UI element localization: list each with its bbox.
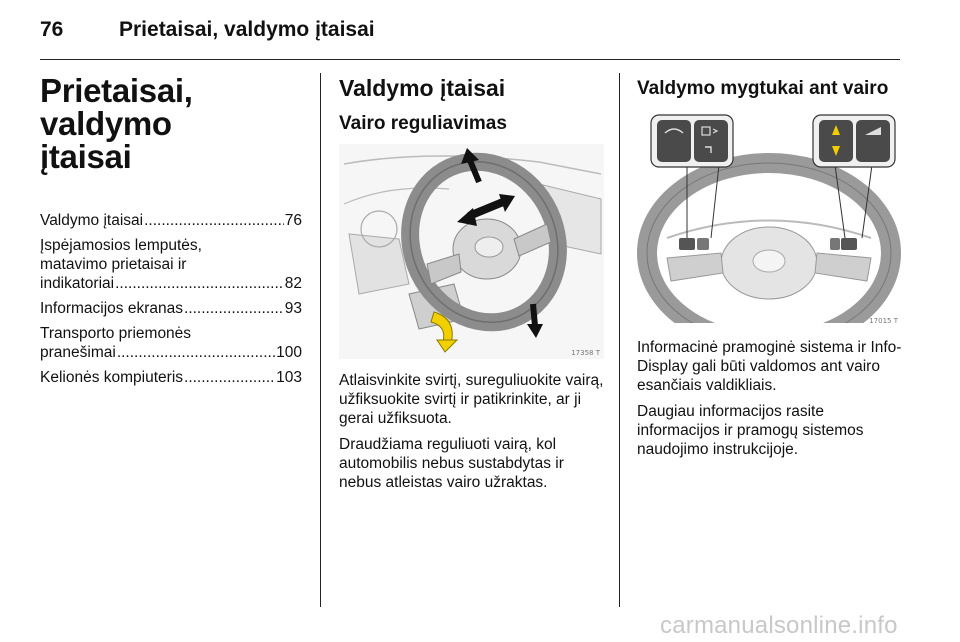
toc-entry-4[interactable] xyxy=(40,324,302,362)
steering-wheel-illustration xyxy=(339,144,604,359)
figure-code: 17015 T xyxy=(869,317,898,325)
toc-entry-2[interactable] xyxy=(40,236,302,293)
running-title: Prietaisai, valdymo įtaisai xyxy=(119,18,375,41)
toc-entry-page: 82 xyxy=(284,275,302,292)
toc-entry-label: Valdymo įtaisai xyxy=(40,212,144,229)
table-of-contents xyxy=(40,211,302,387)
toc-entry-page: 93 xyxy=(284,300,302,317)
right-controls-callout xyxy=(813,115,895,167)
section-title: Valdymo mygtukai ant vairo xyxy=(637,78,889,99)
paragraph: Informacinė pramoginė sistema ir Info-Display gali būti valdomos ant vairo esančiais valdikliais. xyxy=(637,339,902,394)
wheel-controls-section xyxy=(637,74,902,466)
toc-entry-5[interactable] xyxy=(40,368,302,387)
toc-entry-label: Kelionės kompiuteris xyxy=(40,369,184,386)
toc-entry-label: pranešimai xyxy=(40,344,116,361)
chapter-title-line1: Prietaisai, valdymo xyxy=(40,72,193,142)
paragraph: Daugiau informacijos rasite informacijos ir pramogų sistemos naudojimo instrukcijoje. xyxy=(637,403,864,458)
chapter-title-line2: įtaisai xyxy=(40,138,132,175)
toc-entry-page: 76 xyxy=(284,212,302,229)
header-divider xyxy=(40,59,900,60)
toc-entry-1[interactable] xyxy=(40,211,302,230)
toc-entry-label: matavimo prietaisai ir xyxy=(40,256,187,273)
toc-entry-page: 103 xyxy=(276,369,302,386)
figure-code: 17358 T xyxy=(571,349,600,357)
toc-entry-label: Transporto priemonės xyxy=(40,325,192,342)
watermark: carmanualsonline.info xyxy=(660,612,898,639)
toc-entry-page: 100 xyxy=(276,344,302,361)
column-divider-2 xyxy=(619,73,620,607)
toc-entry-label: indikatoriai xyxy=(40,275,115,292)
wheel-controls-illustration xyxy=(637,113,902,323)
steering-adjust-figure xyxy=(339,144,604,359)
page-number: 76 xyxy=(40,18,64,41)
chapter-title xyxy=(40,74,302,173)
toc-entry-3[interactable] xyxy=(40,299,302,318)
chapter-column xyxy=(40,74,302,393)
steering-section xyxy=(339,74,604,499)
column-divider-1 xyxy=(320,73,321,607)
left-controls-callout xyxy=(651,115,733,167)
section-subtitle: Vairo reguliavimas xyxy=(339,113,507,134)
paragraph: Atlaisvinkite svirtį, sureguliuokite vairą, užfiksuokite svirtį ir patikrinkite, ar ji gerai užfiksuota. xyxy=(339,372,604,427)
toc-entry-label: Informacijos ekranas xyxy=(40,300,184,317)
toc-entry-label: Įspėjamosios lemputės, xyxy=(40,237,202,254)
paragraph: Draudžiama reguliuoti vairą, kol automobilis nebus sustabdytas ir nebus atleistas vairo užraktas. xyxy=(339,436,564,491)
wheel-controls-figure xyxy=(637,113,902,323)
section-title: Valdymo įtaisai xyxy=(339,75,506,101)
